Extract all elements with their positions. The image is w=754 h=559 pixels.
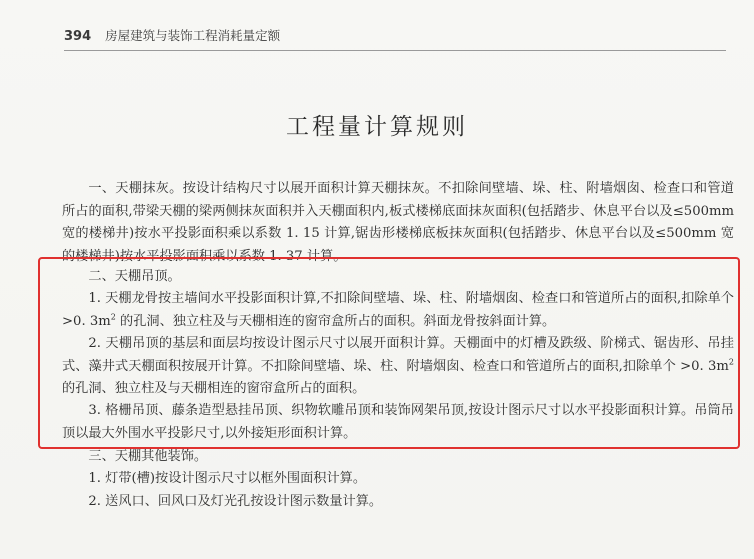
section-heading-suspended-ceiling: 二、天棚吊顶。 — [88, 269, 181, 284]
page-title: 工程量计算规则 — [286, 114, 468, 140]
item1-text-b: 的孔洞、独立柱及与天棚相连的窗帘盒所占的面积。斜面龙骨按斜面计算。 — [115, 313, 556, 329]
section-ceiling-plaster — [62, 178, 734, 268]
page-number: 394 — [64, 29, 92, 44]
paragraph-light-strip: 1. 灯带(槽)按设计图示尺寸以框外围面积计算。 — [88, 471, 367, 487]
paragraph-vents: 2. 送风口、回风口及灯光孔按设计图示数量计算。 — [88, 493, 383, 509]
item1-superscript: 2 — [110, 312, 116, 322]
section-suspended-ceiling — [62, 266, 734, 445]
header-rule — [64, 50, 726, 51]
section-ceiling-other — [62, 446, 734, 513]
item2-text-b: 的孔洞、独立柱及与天棚相连的窗帘盒所占的面积。 — [62, 381, 366, 397]
book-title: 房屋建筑与装饰工程消耗量定额 — [105, 28, 281, 43]
paragraph-item-2 — [62, 333, 734, 400]
item1-text-a: 1. 天棚龙骨按主墙间水平投影面积计算,不扣除间壁墙、垛、柱、附墙烟囱、检查口和管道所占的面积,扣除单个 >0. 3m — [62, 291, 734, 329]
section-heading-ceiling-other: 三、天棚其他装饰。 — [88, 449, 208, 464]
item2-text-a: 2. 天棚吊顶的基层和面层均按设计图示尺寸以展开面积计算。天棚面中的灯槽及跌级、阶梯式、锯齿形、吊挂式、藻井式天棚面积按展开计算。不扣除间壁墙、垛、柱、附墙烟囱、检查口和管道所占的面积,扣除单个 >0. 3m — [62, 336, 734, 374]
paragraph-ceiling-plaster: 一、天棚抹灰。按设计结构尺寸以展开面积计算天棚抹灰。不扣除间壁墙、垛、柱、附墙烟囱、检查口和管道所占的面积,带梁天棚的梁两侧抹灰面积并入天棚面积内,板式楼梯底面抹灰面积(包括踏步、休息平台以及≤500mm 宽的楼梯井)按水平投影面积乘以系数 1. 15 计算,锯齿形楼梯底板抹灰面积(包括踏步、休息平台以及≤500mm 宽的楼梯井)按水平投影面积乘以系数 1. 37 计算。 — [62, 181, 734, 264]
paragraph-item-1 — [62, 288, 734, 333]
paragraph-item-3: 3. 格栅吊顶、藤条造型悬挂吊顶、织物软雕吊顶和装饰网架吊顶,按设计图示尺寸以水平投影面积计算。吊筒吊顶以最大外围水平投影尺寸,以外接矩形面积计算。 — [62, 403, 734, 441]
running-head — [64, 26, 280, 44]
item2-superscript: 2 — [728, 357, 734, 367]
